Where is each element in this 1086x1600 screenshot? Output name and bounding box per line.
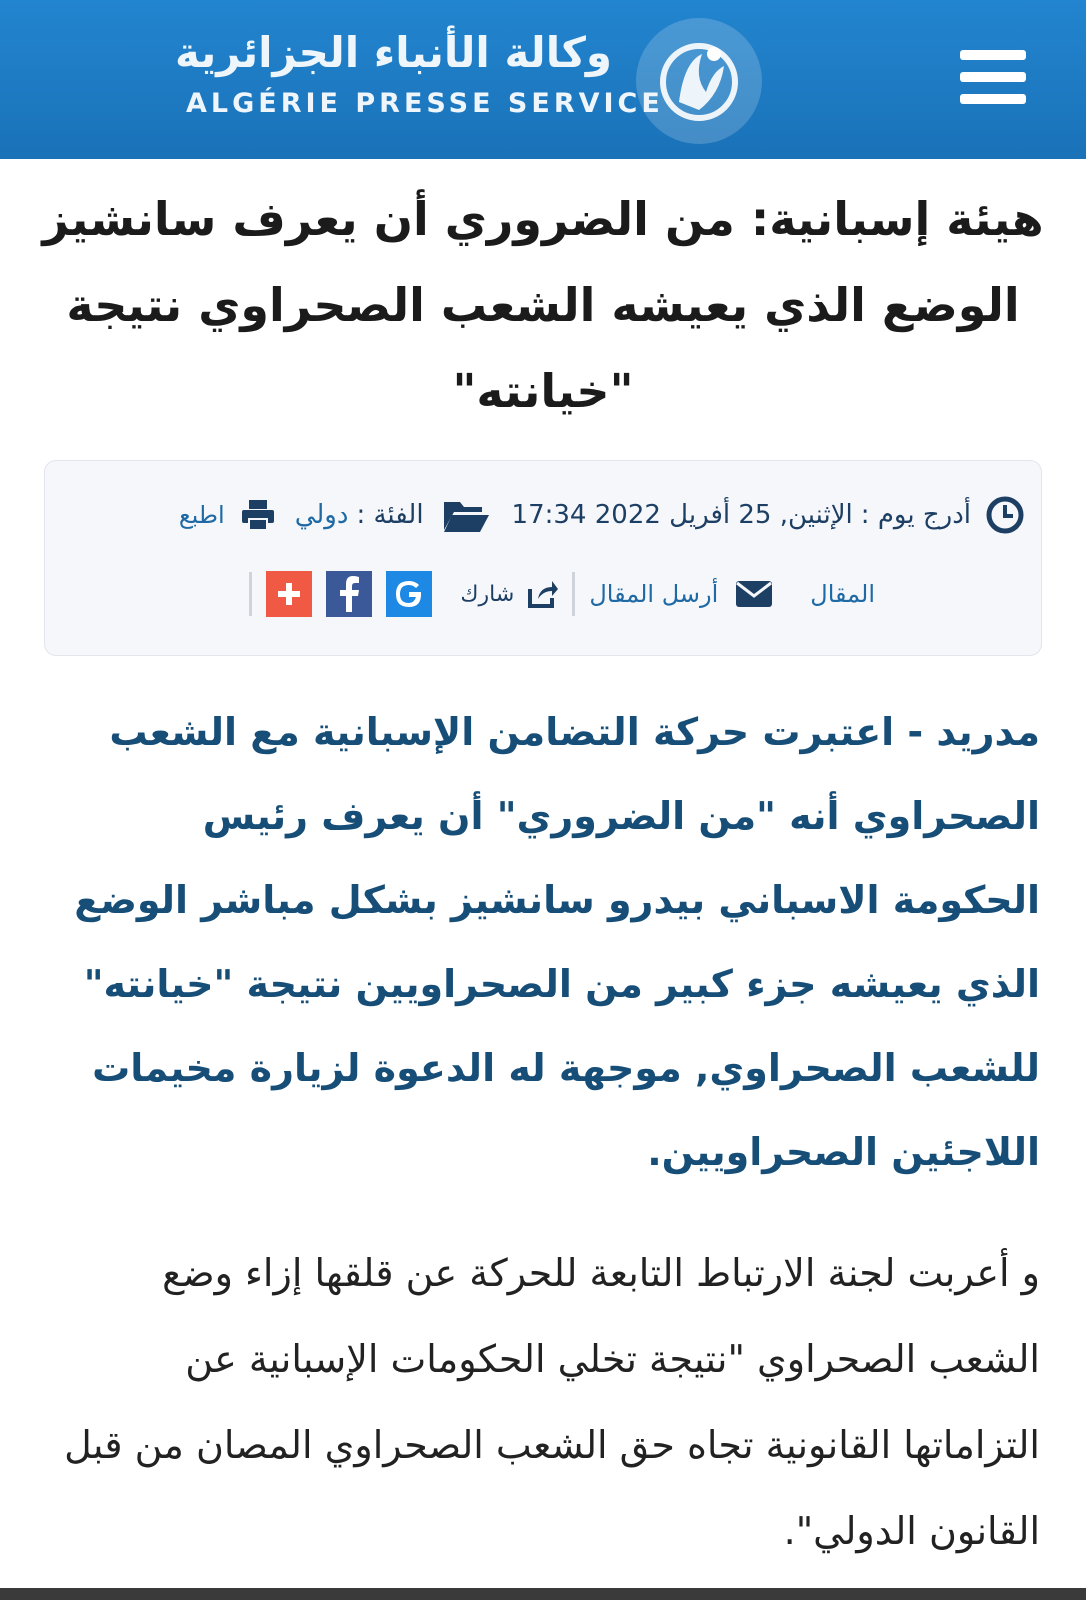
- logo-arabic-text: وكالة الأنباء الجزائرية: [175, 28, 612, 77]
- meta-row-info: [179, 495, 1025, 535]
- clock-icon: [985, 495, 1025, 535]
- facebook-share-button[interactable]: [326, 571, 372, 617]
- meta-row-actions: [249, 571, 875, 617]
- print-icon[interactable]: [241, 499, 275, 531]
- divider: [249, 572, 252, 616]
- print-link[interactable]: اطبع: [178, 501, 225, 529]
- google-share-button[interactable]: [386, 571, 432, 617]
- share-label: شارك: [460, 581, 515, 607]
- article-title: هيئة إسبانية: من الضروري أن يعرف سانشيز الوضع الذي يعيشه الشعب الصحراوي نتيجة "خيانته": [42, 192, 1044, 418]
- article-lead: مدريد - اعتبرت حركة التضامن الإسبانية مع الشعب الصحراوي أنه "من الضروري" أن يعرف رئيس الحكومة الاسباني بيدرو سانشيز بشكل مباشر الوضع الذي يعيشه جزء كبير من الصحراويين نتيجة "خيانته" للشعب الصحراوي, موجهة له الدعوة لزيارة مخيمات اللاجئين الصحراويين.: [74, 710, 1040, 1174]
- article-meta-box: [44, 460, 1042, 656]
- category-link[interactable]: دولي: [294, 500, 349, 530]
- share-icon[interactable]: [526, 579, 558, 609]
- published-date: الإثنين, 25 أفريل 2022 17:34: [511, 500, 853, 530]
- category-label: الفئة :: [356, 500, 424, 530]
- menu-bar: [960, 94, 1026, 104]
- folder-icon: [442, 496, 490, 534]
- divider: [572, 572, 575, 616]
- logo-latin-text: ALGÉRIE PRESSE SERVICE: [186, 88, 664, 119]
- bottom-bar: [0, 1588, 1086, 1600]
- aps-logo-icon[interactable]: [636, 18, 762, 144]
- envelope-icon[interactable]: [736, 581, 772, 607]
- plus-share-button[interactable]: [266, 571, 312, 617]
- article-link[interactable]: المقال: [810, 580, 875, 608]
- menu-bar: [960, 72, 1026, 82]
- published-label: أدرج يوم :: [860, 500, 971, 530]
- article-paragraph: و أعربت لجنة الارتباط التابعة للحركة عن قلقها إزاء وضع الشعب الصحراوي "نتيجة تخلي الحكومات الإسبانية عن التزاماتها القانونية تجاه حق الشعب الصحراوي المصان من قبل القانون الدولي".: [64, 1251, 1040, 1553]
- hamburger-menu-button[interactable]: [960, 50, 1026, 108]
- menu-bar: [960, 50, 1026, 60]
- site-header: [0, 0, 1086, 159]
- send-article-link[interactable]: أرسل المقال: [589, 580, 719, 608]
